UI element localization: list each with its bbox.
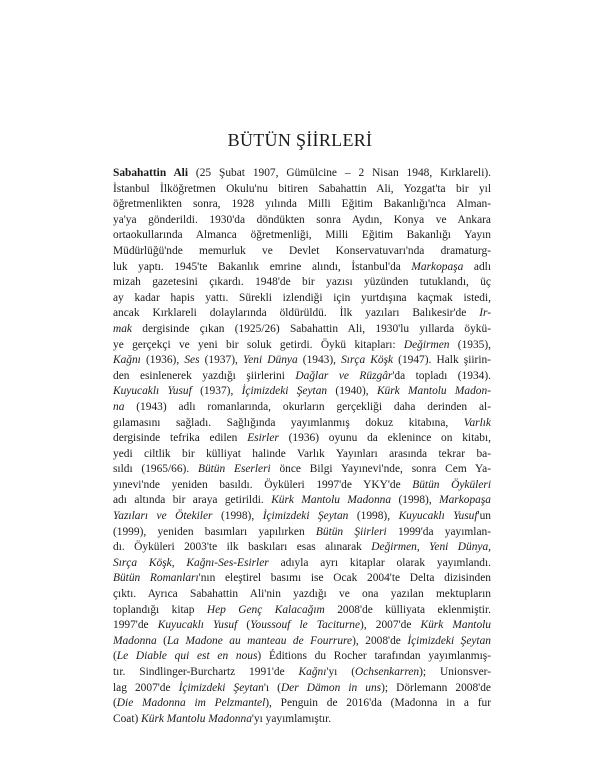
text-line [113,275,491,291]
text-run: önce Bilgi Yayınevi'nde, sonra Cem Ya- [270,463,491,476]
text-line [113,603,491,619]
italic-title: İçimizdeki Şeytan [407,634,491,647]
text-line [113,556,491,572]
italic-title: Hep Genç Kalacağım [206,603,325,616]
text-run: İstanbul İlköğretmen Okulu'nu bitiren Sabahattin Ali, Yozgat'ta bir yıl [113,182,491,195]
text-run: öğretmenlikten sonra, 1928 yılında Milli Eğitim Bakanlığı'nca Alman- [113,198,491,211]
text-run: (1999), yeniden basımları yapılırken [113,525,316,538]
text-run: (1936), [140,354,185,367]
text-line [113,634,491,650]
text-run: lag 2007'de [113,681,179,694]
text-run: mizah gazetesini çıkardı. 1948'de bir yazısı yüzünden tutuklandı, üç [113,276,491,289]
text-run: 'nın eleştirel basımı ise Ocak 2004'te Delta dizisinden [198,572,491,585]
text-line [113,166,491,182]
text-run: Coat) [113,712,142,725]
text-run: tır. Sindlinger-Burchartz 1991'de [113,666,299,678]
author-biography [113,166,491,727]
text-run: adıyla ayrı kitaplar olarak yayımlandı. [268,556,491,569]
text-line [113,665,491,681]
italic-title: Ses [184,354,200,367]
italic-title: Bütün Romanları [113,572,199,585]
text-line [113,369,491,385]
text-line [113,197,491,213]
text-line [113,649,491,665]
text-run: ( [113,697,117,710]
text-run: adı altında bir araya getirildi. [113,494,272,507]
text-line [113,244,491,260]
text-line [113,182,491,198]
italic-title: Kuyucaklı Yusuf [113,385,192,398]
text-run: yınevi'nde yeniden basıldı. Öyküleri 1997'de YKY'de [113,478,413,491]
author-name: Sabahattin Ali [113,167,189,179]
text-run: 'un [477,510,491,523]
text-run: ( [156,634,167,647]
text-line [113,618,491,634]
text-line [113,478,491,494]
text-line [113,384,491,400]
text-run: (1943), [297,354,342,367]
text-run: dı. Öyküleri 2003'te ilk baskıları esas alınarak [113,541,372,554]
text-run: (1947). Halk şiirin- [393,354,491,367]
text-line [113,509,491,525]
text-run: (1998), [212,510,263,523]
text-run: (1940), [327,385,377,398]
text-line [113,525,491,541]
text-run: 2008'de külliyata eklenmiştir. [324,603,491,616]
italic-title: Ochsenkarren [355,666,420,678]
page-title: BÜTÜN ŞİİRLERİ [227,130,373,151]
text-run: (1935), [449,338,491,351]
italic-title: Youssouf le Taciturne [250,619,361,632]
italic-title: Yeni Dünya [242,354,298,367]
italic-title: Die Madonna im Pelzmantel [116,697,266,710]
text-run: 'yı yayımlamıştır. [251,712,332,725]
italic-title: Varlık [463,416,491,429]
text-run: (25 Şubat 1907, Gümülcine – 2 Nisan 1948, Kırklareli). [188,167,492,179]
italic-title: Markopaşa [439,494,491,507]
text-run: ancak Kırklareli dolaylarında öldürüldü. İlk yazıları Balıkesir'de [113,307,480,320]
text-line [113,416,491,432]
italic-title: Dağlar ve Rüzgâr [295,369,393,382]
text-line [113,571,491,587]
text-line [113,260,491,276]
text-run: ( [237,619,251,632]
text-run: 'yı ( [326,666,356,678]
text-line [113,400,491,416]
text-run: 'da topladı (1934). [392,369,491,382]
text-run: sıldı (1965/66). [113,463,198,476]
text-line [113,447,491,463]
text-run: ), 2007'de [360,619,421,632]
text-line [113,696,491,712]
italic-title: Kürk Mantolu Madonna [141,712,252,725]
text-run: çıktı. Ayrıca Sabahattin Ali'nin yazdığı ve ona yazılan mektupların [113,588,491,601]
italic-title: Sırça Köşk [341,354,394,367]
italic-title: Yazıları ve Ötekiler [113,510,213,523]
text-run: ( [113,650,117,663]
text-line [113,228,491,244]
italic-title: Bütün Öyküleri [412,478,491,491]
text-line [113,681,491,697]
italic-title: Kürk Mantolu Madon- [376,385,491,398]
italic-title: Kağnı [298,666,327,678]
italic-title: La Madone au manteau de Fourrure [166,634,353,647]
text-run: 1997'de [113,619,158,632]
text-run: adlı [463,260,491,273]
text-run: den esinlenerek yazdığı şiirlerini [113,369,296,382]
text-run: (1937), [191,385,242,398]
text-run: ); Dörlemann 2008'de [381,681,491,694]
text-run: (1943) adlı romanlarında, okurların gerçekliği daha derinden al- [124,400,491,413]
text-run: ortaokullarında Almanca öğretmenliği, Milli Eğitim Bakanlığı Yayın [113,229,491,242]
italic-title: Kürk Mantolu [420,619,491,632]
text-run: ay kadar hapis yattı. Sürekli izlendiği için yurtdışına kaçmak istedi, [113,291,491,304]
text-run: 'ı ( [263,681,281,694]
italic-title: Der Dämon in uns [280,681,382,694]
text-run: ), Penguin de 2016'da (Madonna in a fur [265,697,491,710]
italic-title: Esirler [247,432,279,445]
text-run: ); Unionsver- [419,666,491,678]
italic-title: na [113,400,125,413]
italic-title: Bütün Şiirleri [315,525,387,538]
italic-title: İçimizdeki Şeytan [178,681,264,694]
text-line [113,291,491,307]
italic-title: Madonna [113,634,157,647]
italic-title: İçimizdeki Şeytan [241,385,328,398]
italic-title: Değirmen, Yeni Dünya, [371,541,492,554]
italic-title: Kuyucaklı Yusuf [398,510,478,523]
text-line [113,213,491,229]
text-run: (1998), [348,510,399,523]
italic-title: Kağnı [113,354,141,367]
text-run: yedi ciltlik bir külliyat halinde Varlık Yayınları arasında tekrar ba- [113,447,491,460]
text-line [113,431,491,447]
text-run: (1936) oyunu da eklenince on kitabı, [278,432,492,445]
text-line [113,338,491,354]
italic-title: İçimizdeki Şeytan [262,510,349,523]
italic-title: Kuyucaklı Yusuf [157,619,238,632]
text-run: dergisinde çıkan (1925/26) Sabahattin Ali, 1930'lu yıllarda öykü- [131,322,491,335]
text-run: toplandığı kitap [113,603,207,616]
italic-title: Markopaşa [411,260,464,273]
italic-title: Bütün Eserleri [197,463,271,476]
text-run: dergisinde tefrika edilen [113,432,248,445]
text-run: gılamasını sağladı. Sağlığında yayımlanmış dokuz kitabına, [113,416,464,429]
italic-title: Ir- [479,307,491,320]
italic-title: mak [113,322,132,335]
text-run: Müdürlüğü'nde memurluk ve Devlet Konservatuvarı'nda dramaturg- [113,244,491,257]
text-line [113,493,491,509]
text-run: 1999'da yayımlan- [386,525,491,538]
text-run: ya'ya gönderildi. 1930'da döndükten sonra Aydın, Konya ve Ankara [113,213,491,226]
text-line [113,462,491,478]
italic-title: Değirmen [403,338,450,351]
text-line [113,322,491,338]
italic-title: Kürk Mantolu Madonna [271,494,392,507]
text-line [113,540,491,556]
text-run: ye gerçekçi ve yeni bir soluk getirdi. Öykü kitapları: [113,338,404,351]
text-run: luk yaptı. 1945'te Bakanlık emrine alındı, İstanbul'da [113,260,412,273]
text-line [113,587,491,603]
text-line [113,353,491,369]
text-run: (1937), [199,354,243,367]
text-run: ) Éditions du Rocher tarafından yayımlanmış- [257,650,491,663]
italic-title: Le Diable qui est en nous [116,650,258,663]
text-line [113,306,491,322]
text-run: ), 2008'de [352,634,408,647]
text-run: (1998), [391,494,440,507]
text-line [113,712,491,728]
italic-title: Sırça Köşk, Kağnı-Ses-Esirler [113,556,269,569]
